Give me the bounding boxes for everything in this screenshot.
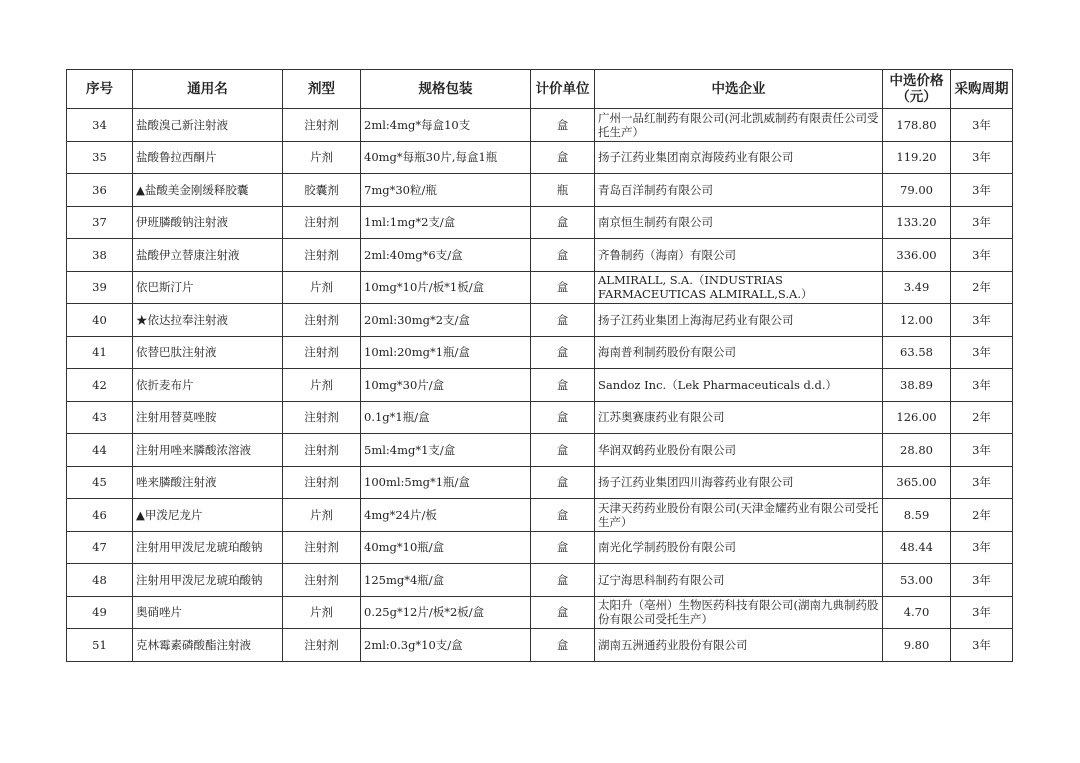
table-row <box>67 336 1013 369</box>
header-spec: 规格包装 <box>361 70 531 109</box>
cell-unit: 盒 <box>531 369 595 402</box>
table-row <box>67 401 1013 434</box>
cell-unit: 盒 <box>531 401 595 434</box>
cell-company: 太阳升（亳州）生物医药科技有限公司(湖南九典制药股份有限公司受托生产） <box>595 596 883 629</box>
cell-company: 华润双鹤药业股份有限公司 <box>595 434 883 467</box>
cell-form: 片剂 <box>283 141 361 174</box>
cell-form: 注射剂 <box>283 239 361 272</box>
cell-company: 齐鲁制药（海南）有限公司 <box>595 239 883 272</box>
cell-no: 36 <box>67 174 133 207</box>
cell-no: 49 <box>67 596 133 629</box>
table-row <box>67 564 1013 597</box>
cell-period: 3年 <box>951 206 1013 239</box>
cell-unit: 盒 <box>531 336 595 369</box>
cell-no: 51 <box>67 629 133 662</box>
cell-period: 2年 <box>951 401 1013 434</box>
cell-name: 奥硝唑片 <box>133 596 283 629</box>
cell-no: 39 <box>67 271 133 304</box>
table-row <box>67 141 1013 174</box>
cell-name: 注射用替莫唑胺 <box>133 401 283 434</box>
cell-spec: 0.1g*1瓶/盒 <box>361 401 531 434</box>
cell-period: 3年 <box>951 109 1013 142</box>
cell-form: 注射剂 <box>283 531 361 564</box>
cell-spec: 7mg*30粒/瓶 <box>361 174 531 207</box>
cell-spec: 2ml:4mg*每盒10支 <box>361 109 531 142</box>
table-row <box>67 109 1013 142</box>
cell-no: 42 <box>67 369 133 402</box>
cell-name: 伊班膦酸钠注射液 <box>133 206 283 239</box>
cell-company: Sandoz Inc.（Lek Pharmaceuticals d.d.） <box>595 369 883 402</box>
cell-no: 43 <box>67 401 133 434</box>
cell-no: 48 <box>67 564 133 597</box>
cell-price: 336.00 <box>883 239 951 272</box>
cell-no: 38 <box>67 239 133 272</box>
cell-price: 12.00 <box>883 304 951 337</box>
cell-form: 注射剂 <box>283 466 361 499</box>
cell-period: 3年 <box>951 629 1013 662</box>
procurement-table <box>66 69 1013 662</box>
cell-price: 3.49 <box>883 271 951 304</box>
cell-form: 注射剂 <box>283 206 361 239</box>
header-unit: 计价单位 <box>531 70 595 109</box>
cell-name: ▲盐酸美金刚缓释胶囊 <box>133 174 283 207</box>
cell-name: 克林霉素磷酸酯注射液 <box>133 629 283 662</box>
cell-no: 47 <box>67 531 133 564</box>
cell-name: 注射用甲泼尼龙琥珀酸钠 <box>133 531 283 564</box>
cell-spec: 1ml:1mg*2支/盒 <box>361 206 531 239</box>
cell-spec: 2ml:0.3g*10支/盒 <box>361 629 531 662</box>
cell-name: 盐酸溴己新注射液 <box>133 109 283 142</box>
cell-name: 唑来膦酸注射液 <box>133 466 283 499</box>
cell-unit: 盒 <box>531 499 595 532</box>
header-price: 中选价格（元） <box>883 70 951 109</box>
table-row <box>67 206 1013 239</box>
cell-unit: 盒 <box>531 531 595 564</box>
cell-price: 48.44 <box>883 531 951 564</box>
cell-period: 3年 <box>951 531 1013 564</box>
cell-company: 广州一品红制药有限公司(河北凯威制药有限责任公司受托生产） <box>595 109 883 142</box>
cell-price: 8.59 <box>883 499 951 532</box>
cell-unit: 盒 <box>531 596 595 629</box>
cell-unit: 盒 <box>531 304 595 337</box>
cell-no: 46 <box>67 499 133 532</box>
cell-unit: 瓶 <box>531 174 595 207</box>
cell-spec: 10ml:20mg*1瓶/盒 <box>361 336 531 369</box>
cell-name: 盐酸鲁拉西酮片 <box>133 141 283 174</box>
cell-price: 133.20 <box>883 206 951 239</box>
cell-company: 辽宁海思科制药有限公司 <box>595 564 883 597</box>
cell-form: 注射剂 <box>283 564 361 597</box>
cell-form: 片剂 <box>283 271 361 304</box>
cell-unit: 盒 <box>531 239 595 272</box>
cell-price: 63.58 <box>883 336 951 369</box>
cell-unit: 盒 <box>531 109 595 142</box>
cell-spec: 10mg*10片/板*1板/盒 <box>361 271 531 304</box>
header-form: 剂型 <box>283 70 361 109</box>
cell-form: 注射剂 <box>283 401 361 434</box>
cell-unit: 盒 <box>531 141 595 174</box>
cell-period: 3年 <box>951 304 1013 337</box>
cell-company: ALMIRALL, S.A.（INDUSTRIAS FARMACEUTICAS ALMIRALL,S.A.） <box>595 271 883 304</box>
cell-price: 38.89 <box>883 369 951 402</box>
cell-unit: 盒 <box>531 629 595 662</box>
cell-period: 3年 <box>951 174 1013 207</box>
table-row <box>67 239 1013 272</box>
cell-unit: 盒 <box>531 206 595 239</box>
table-row <box>67 174 1013 207</box>
header-name: 通用名 <box>133 70 283 109</box>
cell-name: ★依达拉奉注射液 <box>133 304 283 337</box>
cell-spec: 4mg*24片/板 <box>361 499 531 532</box>
cell-company: 扬子江药业集团南京海陵药业有限公司 <box>595 141 883 174</box>
table-row <box>67 369 1013 402</box>
cell-spec: 125mg*4瓶/盒 <box>361 564 531 597</box>
table-row <box>67 629 1013 662</box>
cell-form: 注射剂 <box>283 434 361 467</box>
cell-no: 34 <box>67 109 133 142</box>
cell-no: 37 <box>67 206 133 239</box>
cell-price: 365.00 <box>883 466 951 499</box>
cell-period: 3年 <box>951 369 1013 402</box>
cell-no: 35 <box>67 141 133 174</box>
cell-form: 注射剂 <box>283 109 361 142</box>
cell-form: 片剂 <box>283 369 361 402</box>
cell-spec: 40mg*10瓶/盒 <box>361 531 531 564</box>
table-row <box>67 466 1013 499</box>
cell-name: 依巴斯汀片 <box>133 271 283 304</box>
cell-company: 扬子江药业集团四川海蓉药业有限公司 <box>595 466 883 499</box>
cell-form: 胶囊剂 <box>283 174 361 207</box>
cell-price: 119.20 <box>883 141 951 174</box>
cell-company: 青岛百洋制药有限公司 <box>595 174 883 207</box>
table-row <box>67 531 1013 564</box>
cell-no: 41 <box>67 336 133 369</box>
cell-form: 片剂 <box>283 499 361 532</box>
cell-name: 盐酸伊立替康注射液 <box>133 239 283 272</box>
cell-period: 3年 <box>951 336 1013 369</box>
cell-period: 3年 <box>951 596 1013 629</box>
cell-company: 湖南五洲通药业股份有限公司 <box>595 629 883 662</box>
cell-period: 3年 <box>951 564 1013 597</box>
cell-name: 依折麦布片 <box>133 369 283 402</box>
cell-company: 南京恒生制药有限公司 <box>595 206 883 239</box>
cell-name: ▲甲泼尼龙片 <box>133 499 283 532</box>
cell-period: 2年 <box>951 271 1013 304</box>
cell-price: 79.00 <box>883 174 951 207</box>
cell-period: 3年 <box>951 466 1013 499</box>
cell-price: 126.00 <box>883 401 951 434</box>
cell-price: 9.80 <box>883 629 951 662</box>
cell-period: 2年 <box>951 499 1013 532</box>
cell-company: 扬子江药业集团上海海尼药业有限公司 <box>595 304 883 337</box>
cell-spec: 10mg*30片/盒 <box>361 369 531 402</box>
cell-spec: 40mg*每瓶30片,每盒1瓶 <box>361 141 531 174</box>
cell-form: 片剂 <box>283 596 361 629</box>
cell-company: 海南普利制药股份有限公司 <box>595 336 883 369</box>
cell-unit: 盒 <box>531 564 595 597</box>
cell-unit: 盒 <box>531 271 595 304</box>
cell-name: 依替巴肽注射液 <box>133 336 283 369</box>
cell-period: 3年 <box>951 434 1013 467</box>
header-row <box>67 70 1013 109</box>
cell-company: 江苏奥赛康药业有限公司 <box>595 401 883 434</box>
table-row <box>67 271 1013 304</box>
cell-price: 4.70 <box>883 596 951 629</box>
cell-company: 南光化学制药股份有限公司 <box>595 531 883 564</box>
cell-period: 3年 <box>951 141 1013 174</box>
cell-no: 45 <box>67 466 133 499</box>
cell-no: 44 <box>67 434 133 467</box>
cell-spec: 0.25g*12片/板*2板/盒 <box>361 596 531 629</box>
cell-no: 40 <box>67 304 133 337</box>
cell-form: 注射剂 <box>283 629 361 662</box>
cell-price: 28.80 <box>883 434 951 467</box>
cell-period: 3年 <box>951 239 1013 272</box>
cell-form: 注射剂 <box>283 304 361 337</box>
header-company: 中选企业 <box>595 70 883 109</box>
table-row <box>67 304 1013 337</box>
cell-name: 注射用唑来膦酸浓溶液 <box>133 434 283 467</box>
cell-spec: 2ml:40mg*6支/盒 <box>361 239 531 272</box>
header-no: 序号 <box>67 70 133 109</box>
table-row <box>67 434 1013 467</box>
cell-unit: 盒 <box>531 466 595 499</box>
table-row <box>67 499 1013 532</box>
cell-spec: 5ml:4mg*1支/盒 <box>361 434 531 467</box>
cell-company: 天津天药药业股份有限公司(天津金耀药业有限公司受托生产） <box>595 499 883 532</box>
cell-form: 注射剂 <box>283 336 361 369</box>
cell-price: 53.00 <box>883 564 951 597</box>
header-period: 采购周期 <box>951 70 1013 109</box>
cell-unit: 盒 <box>531 434 595 467</box>
cell-spec: 100ml:5mg*1瓶/盒 <box>361 466 531 499</box>
cell-price: 178.80 <box>883 109 951 142</box>
cell-spec: 20ml:30mg*2支/盒 <box>361 304 531 337</box>
table-row <box>67 596 1013 629</box>
cell-name: 注射用甲泼尼龙琥珀酸钠 <box>133 564 283 597</box>
